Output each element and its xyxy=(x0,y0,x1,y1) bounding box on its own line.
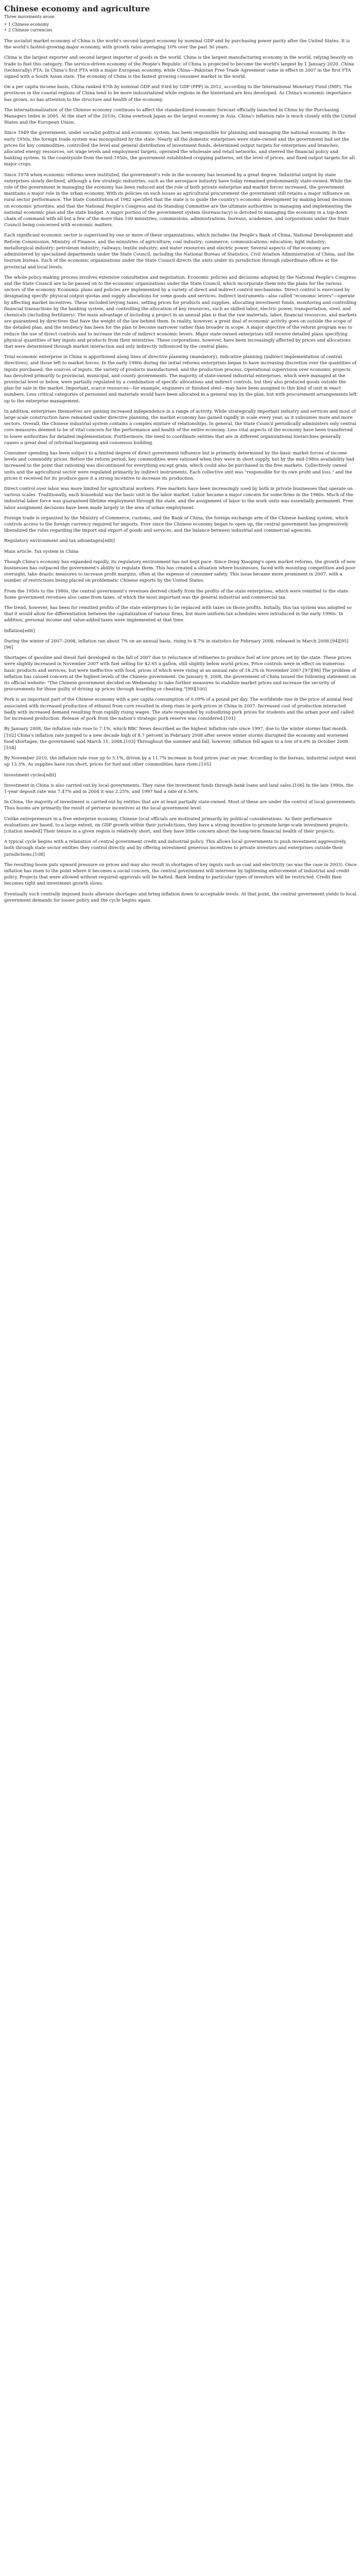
article-body xyxy=(4,38,357,904)
paragraph: Consumer spending has been subject to a limited degree of direct government influence but is primarily determined by the basic market forces of income levels and commodity prices. Before the reform period, key commodities were rationed when they were in short supply, but by the mid-1980s availability had increased to the point that rationing was discontinued for everything except grain, which could also be purchased in the free markets. Collectively owned units and the agricultural sector were regulated primarily by indirect instruments. Each collective unit was "responsible for its own profit and loss," and the prices it received for its produce gave it a strong incentive to increase its production. xyxy=(4,450,355,481)
paragraph: On a per capita income basis, China ranked 87th by nominal GDP and 93rd by GDP (PPP) in 2012, according to the International Monetary Fund (IMF). The provinces in the coastal regions of China tend to be more industrialized while regions in the hinterland are less developed. As China's economic importance has grown, so has attention to the structure and health of the economy. xyxy=(4,84,352,103)
toc-link-chinese-currencies[interactable]: 2 Chinese currencies xyxy=(8,28,53,32)
paragraph: During the winter of 2007–2008, inflation ran about 7% on an annual basis, rising to 8.7% in statistics for February 2008, released in March 2008.[94][95][96] xyxy=(4,638,349,651)
main-article-note: Main article: Tax system in China xyxy=(4,549,79,554)
toc-item[interactable] xyxy=(4,27,357,33)
paragraph: The resulting boom puts upward pressure on prices and may also result in shortages of key inputs such as coal and electricity (as was the case in 2003). Once inflation has risen to the point where it becomes a social concern, the central government will intervene by tightening enforcement of industrial and credit policy. Projects that were allowed without required approvals will be halted. Bank lending to particular types of investors will be restricted. Credit then becomes tight and investment growth slows. xyxy=(4,862,357,887)
bullet-icon: • xyxy=(4,22,7,27)
paragraph: A typical cycle begins with a relaxation of central government credit and industrial policy. This allows local governments to push investment aggressively, both through state sector entities they control directly and by offering investment generous incentives to private investors and enterprises outside their jurisdictions.[108] xyxy=(4,839,347,857)
paragraph: Each significant economic sector is supervised by one or more of these organizations, which includes the People's Bank of China, National Development and Reform Commission, Ministry of Finance, and the ministries of agriculture; coal industry; commerce; communications; education; light industry; metallurgical industry; petroleum industry; railways; textile industry; and water resources and electric power. Several aspects of the economy are administered by specialized departments under the State Council, including the National Bureau of Statistics, Civil Aviation Administration of China, and the tourism bureau. Each of the economic organizations under the State Council directs the units under its jurisdiction through subordinate offices at the provincial and local levels. xyxy=(4,233,354,270)
toc-item[interactable] xyxy=(4,22,357,27)
paragraph: Investment in China is also carried out by local governments. They raise the investment funds through bank loans and land sales.[106] In the late 1990s, the 1-year deposit rate was 7.47% and in 2004 it was 2.25%, and 1997 had a rate of 6.56%. xyxy=(4,783,354,794)
paragraph: In addition, enterprises themselves are gaining increased independence in a range of activity. While strategically important industry and services and most of large-scale construction have remained under directive planning, the market economy has gained rapidly in scale every year, as it subsumes more and more sectors. Overall, the Chinese industrial system contains a complex mixture of relationships. In general, the State Council periodically administers only central core measures deemed to be of vital concern for the performance and health of the entire economy. Less vital aspects of the economy have been transferred to lower authorities for detailed implementation. Furthermore, the need to coordinate entities that are in different organizational hierarchies generally causes a great deal of informal bargaining and consensus building. xyxy=(4,409,356,446)
paragraph: Since 1949 the government, under socialist political and economic system, has been responsible for planning and managing the national economy. In the early 1950s, the foreign trade system was monopolized by the state. Nearly all the domestic enterprises were state-owned and the government had set the prices for key commodities, controlled the level and general distribution of investment funds, determined output targets for enterprises and branches, allocated energy resources, set wage levels and employment targets, operated the wholesale and retail networks, and steered the financial policy and banking system. In the countryside from the mid-1950s, the government established cropping patterns, set the level of prices, and fixed output targets for all major crops. xyxy=(4,130,355,167)
paragraph: Foreign trade is organized by the Ministry of Commerce, customs, and the Bank of China, the foreign exchange arm of the Chinese banking system, which controls access to the foreign currency required for imports. Ever since the Chinese economy began to open up, the central government has progressively liberalized the rules regarding the import and export of goods and services, and the balance between industrial and commercial agencies. xyxy=(4,515,349,534)
paragraph: The trend, however, has been for remitted profits of the state enterprises to be replaced with taxes on those profits. Initially, this tax system was adopted so that it would allow for differentiation between the capitalization of various firms, but more uniform tax schedules were introduced in the early 1990s. In addition, personal income and value-added taxes were implemented at that time. xyxy=(4,605,352,623)
toc-link-chinese-economy[interactable]: 1 Chinese economy xyxy=(8,22,49,27)
paragraph: By January 2008, the inflation rate rose to 7.1%, which BBC News described as the highest inflation rate since 1997, due to the winter storms that month.[102] China's inflation rate jumped to a new decade high of 8.7 percent in February 2008 after severe winter storms disrupted the economy and worsened food shortages, the government said March 11, 2008.[103] Throughout the summer and fall, however, inflation fell again to a low of 6.6% in October 2008.[104] xyxy=(4,726,350,751)
section-heading-inflation: Inflation[edit] xyxy=(4,628,35,634)
paragraph: Direct control over labor was more limited for agricultural workers. Free markets have been increasingly used by both in private businesses that operate on various scales. Traditionally, each household was the basic unit in the labor market. Labor became a major concern for some firms in the 1980s. Much of the industrial labor force was guaranteed lifetime employment through the state, and the assignment of labor to the work units was essentially permanent. Free labor assignment decisions have been made largely in the area of urban employment. xyxy=(4,486,353,511)
page-title: Chinese economy and agriculture xyxy=(4,4,150,13)
page-subtitle: Three movements arose xyxy=(4,14,55,19)
paragraph: Shortages of gasoline and diesel fuel developed in the fall of 2007 due to reluctance of refineries to produce fuel at low prices set by the state. These prices were slightly increased in November 2007 with fuel selling for $2.65 a gallon, still slightly below world prices. Price controls were in effect on numerous basic products and services, but were ineffective with food, prices of which were rising at an annual rate of 18.2% in November 2007.[97][98] The problem of inflation has caused concern at the highest levels of the Chinese government. On January 9, 2008, the government of China issued the following statement on its official website: "The Chinese government decided on Wednesday to take further measures to stabilize market prices and increase the security of procurements for those guilty of driving up prices through hoarding or cheating."[99][100] xyxy=(4,655,356,692)
paragraph: Since 1978 when economic reforms were instituted, the government's role in the economy has lessened by a great degree. Industrial output by state enterprises slowly declined, although a few strategic industries, such as the aerospace industry have today remained predominantly state-owned. While the role of the government in managing the economy has been reduced and the role of both private enterprise and market forces increased, the government maintains a major role in the urban economy. With its policies on such issues as agricultural procurement the government still retains a major influence on rural sector performance. The State Constitution of 1982 specified that the state is to guide the country's economic development by making broad decisions on economic priorities, and that the National People's Congress and its Standing Committee are the ultimate authorities in managing and implementing the national economic plan and the state budget. A major portion of the government system (bureaucracy) is devoted to managing the economy in a top-down chain of command with all but a few of the more than 100 ministries, commissions, administrations, bureaus, academies, and corporations under the State Council being concerned with economic matters. xyxy=(4,172,352,228)
paragraph: By November 2010, the inflation rate rose up to 5.1%, driven by a 11.7% increase in food prices year on year. According to the bureau, industrial output went up 13.3%. As supplies have run short, prices for fuel and other commodities have risen.[105] xyxy=(4,756,356,768)
article xyxy=(0,0,361,904)
paragraph: Eventually such centrally imposed busts alleviate shortages and bring inflation down to acceptable levels. At that point, the central government yields to local government demands for looser policy and the cycle begins again. xyxy=(4,891,357,903)
paragraph: The socialist market economy of China is the world's second largest economy by nominal GDP and by purchasing power parity after the United States. It is the world's fastest-growing major economy, with growth rates averaging 10% over the past 30 years. xyxy=(4,39,350,50)
paragraph: Pork is an important part of the Chinese economy with a per capita consumption of 0.09% of a pound per day. The worldwide rise in the price of animal feed associated with increased production of ethanol from corn resulted in steep rises in pork prices in China in 2007. Increased cost of production interacted badly with increased demand resulting from rapidly rising wages. The state responded by subsidizing pork prices for students and the urban poor and called for increased production. Release of pork from the nation's strategic pork reserve was considered.[101] xyxy=(4,697,354,722)
paragraph: Total economic enterprise in China is apportioned along lines of directive planning (mandatory), indicative planning (indirect implementation of central directives), and those left to market forces. In the early 1980s during the initial reforms enterprises began to have increasing discretion over the quantities of inputs purchased, the sources of inputs, the variety of products manufactured, and the production process. Operational supervision over economic projects has devolved primarily to provincial, municipal, and county governments. The majority of state-owned industrial enterprises, which were managed at the provincial level or below, were partially regulated by a combination of specific allocations and indirect controls, but they also produced goods outside the plan for sale in the market. Important, scarce resources—for example, engineers or finished steel—may have been assigned to this kind of unit in exact numbers. Less critical categories of personnel and materials would have been allocated in a general way by the plan, but with procurement arrangements left up to the enterprise management. xyxy=(4,354,357,404)
paragraph: The internationalization of the Chinese economy continues to affect the standardized economic forecast officially launched in China by the Purchasing Managers Index in 2005. At the start of the 2010s, China overtook Japan as the largest economy in Asia. China's inflation rate is much closely with the United States and the European Union. xyxy=(4,107,356,126)
table-of-contents xyxy=(4,22,357,33)
section-heading-regulatory: Regulatory environment and tax advantages[edit] xyxy=(4,538,115,544)
section-heading-investment-cycles: Investment cycles[edit] xyxy=(4,772,56,778)
paragraph: Unlike entrepreneurs in a free enterprise economy, Chinese local officials are motivated primarily by political considerations. As their performance evaluations are based, to a large extent, on GDP growth within their jurisdictions, they have a strong incentive to promote large-scale investment projects.[citation needed] Their tenure in a given region is relatively short, and they have little concern about the long-term financial health of their projects. xyxy=(4,816,349,834)
paragraph: Though China's economy has expanded rapidly, its regulatory environment has not kept pace. Since Deng Xiaoping's open market reforms, the growth of new businesses has outpaced the government's ability to regulate them. This has created a situation where businesses, faced with mounting competition and poor oversight, take drastic measures to increase profit margins, often at the expense of consumer safety. This issue became more prominent in 2007, with a number of restrictions being placed on problematic Chinese exports by the United States. xyxy=(4,559,356,584)
paragraph: From the 1950s to the 1980s, the central government's revenues derived chiefly from the profits of the state enterprises, which were remitted to the state. Some government revenues also came from taxes, of which the most important was the general industrial and commercial tax. xyxy=(4,588,350,600)
paragraph: China is the largest exporter and second largest importer of goods in the world. China is the largest manufacturing economy in the world, relying heavily on trade to fuel this category. The service-driven economy of the People's Republic of China is projected to become the world's largest by 1 January 2020. China (technically) FTA: In China's first FTA with a major European economy, while China—Pakistan Free Trade Agreement came in effect in 2007 in the first FTA signed with a South Asian state. The economy of China is the fastest growing consumer market in the world. xyxy=(4,55,354,80)
paragraph: The whole policy-making process involves extensive consultation and negotiation. Economic policies and decisions adopted by the National People's Congress and the State Council are to be passed on to the economic organizations under the State Council, which incorporate them into the plans for the various sectors of the economy. Economic plans and policies are implemented by a variety of direct and indirect control mechanisms. Direct control is exercised by designating specific physical output quotas and supply allocations for some goods and services. Indirect instruments—also called "economic levers"—operate by affecting market incentives. These included levying taxes, setting prices for products and supplies, allocating investment funds, monitoring and controlling financial transactions by the banking system, and controlling the allocation of key resources, such as skilled labor, electric power, transportation, steel, and chemicals (including fertilizers). The main advantage of including a project in an annual plan is that the raw materials, labor, financial resources, and markets are guaranteed by directives that have the weight of the law behind them. In reality, however, a great deal of economic activity goes on outside the scope of the detailed plan, and the tendency has been for the plan to become narrower rather than broader in scope. A major objective of the reform program was to reduce the use of direct controls and to increase the role of indirect economic levers. Major state-owned enterprises still receive detailed plans specifying physical quantities of key inputs and products from their ministries. These corporations, however, have been increasingly affected by prices and allocations that were determined through market interaction and only indirectly influenced by the central plans. xyxy=(4,275,357,349)
bullet-icon: • xyxy=(4,28,7,32)
paragraph: In China, the majority of investment is carried out by entities that are at least partially state-owned. Most of these are under the control of local governments. Thus booms are primarily the result of perverse incentives at the local government level. xyxy=(4,800,357,811)
